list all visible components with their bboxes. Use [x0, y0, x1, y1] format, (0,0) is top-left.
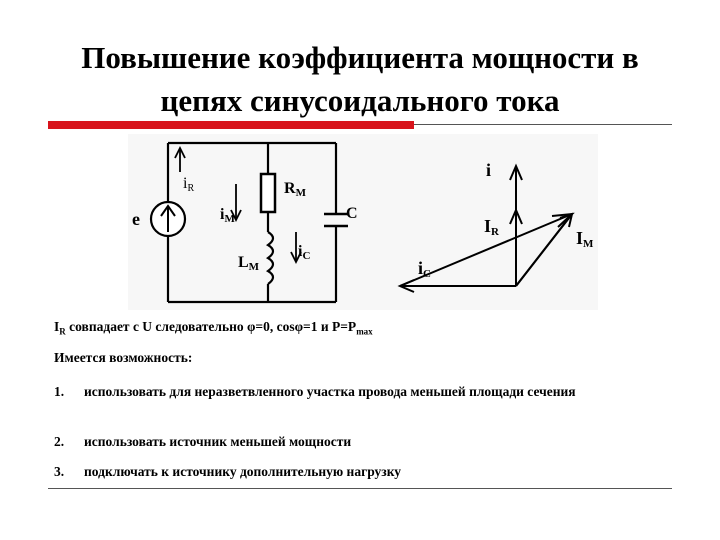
- statement-lead: I: [54, 319, 60, 334]
- possibility-heading: Имеется возможность:: [54, 350, 193, 365]
- accent-bar: [48, 121, 414, 129]
- label-IC-vector: iC: [418, 258, 431, 280]
- statement-line: [54, 319, 373, 337]
- circuit-and-phasor-figure: [128, 134, 598, 310]
- label-i: i: [486, 160, 492, 180]
- slide-title: [20, 36, 700, 122]
- label-im: iM: [220, 206, 235, 225]
- statement-tail-sub: max: [356, 326, 373, 337]
- list-item-number: 1.: [54, 384, 65, 399]
- title-line-1: Повышение коэффициента мощности в: [81, 40, 639, 75]
- statement-lead-sub: R: [59, 326, 66, 337]
- label-lm: LM: [238, 254, 260, 273]
- statement-body: совпадает с U следовательно φ=0, cosφ=1 и P=P: [65, 319, 357, 334]
- list-item-text: использовать для неразветвленного участка провода меньшей площади сечения: [84, 384, 576, 399]
- divider-bottom: [48, 488, 672, 489]
- list-item-number: 3.: [54, 464, 65, 479]
- label-IR-vector: IR: [484, 216, 499, 238]
- list-item-text: подключать к источнику дополнительную нагрузку: [84, 464, 402, 479]
- label-c: C: [346, 205, 358, 222]
- resistor-rm: [261, 174, 275, 212]
- label-ic: iC: [298, 243, 311, 262]
- title-line-2: цепях синусоидального тока: [160, 83, 560, 118]
- label-IM-vector: IM: [576, 228, 594, 250]
- label-e: e: [132, 209, 140, 229]
- list-item-text: использовать источник меньшей мощности: [84, 434, 352, 449]
- list-item-number: 2.: [54, 434, 65, 449]
- label-rm: RM: [284, 180, 306, 199]
- label-ir: iR: [183, 175, 195, 194]
- figure-svg: [128, 134, 598, 310]
